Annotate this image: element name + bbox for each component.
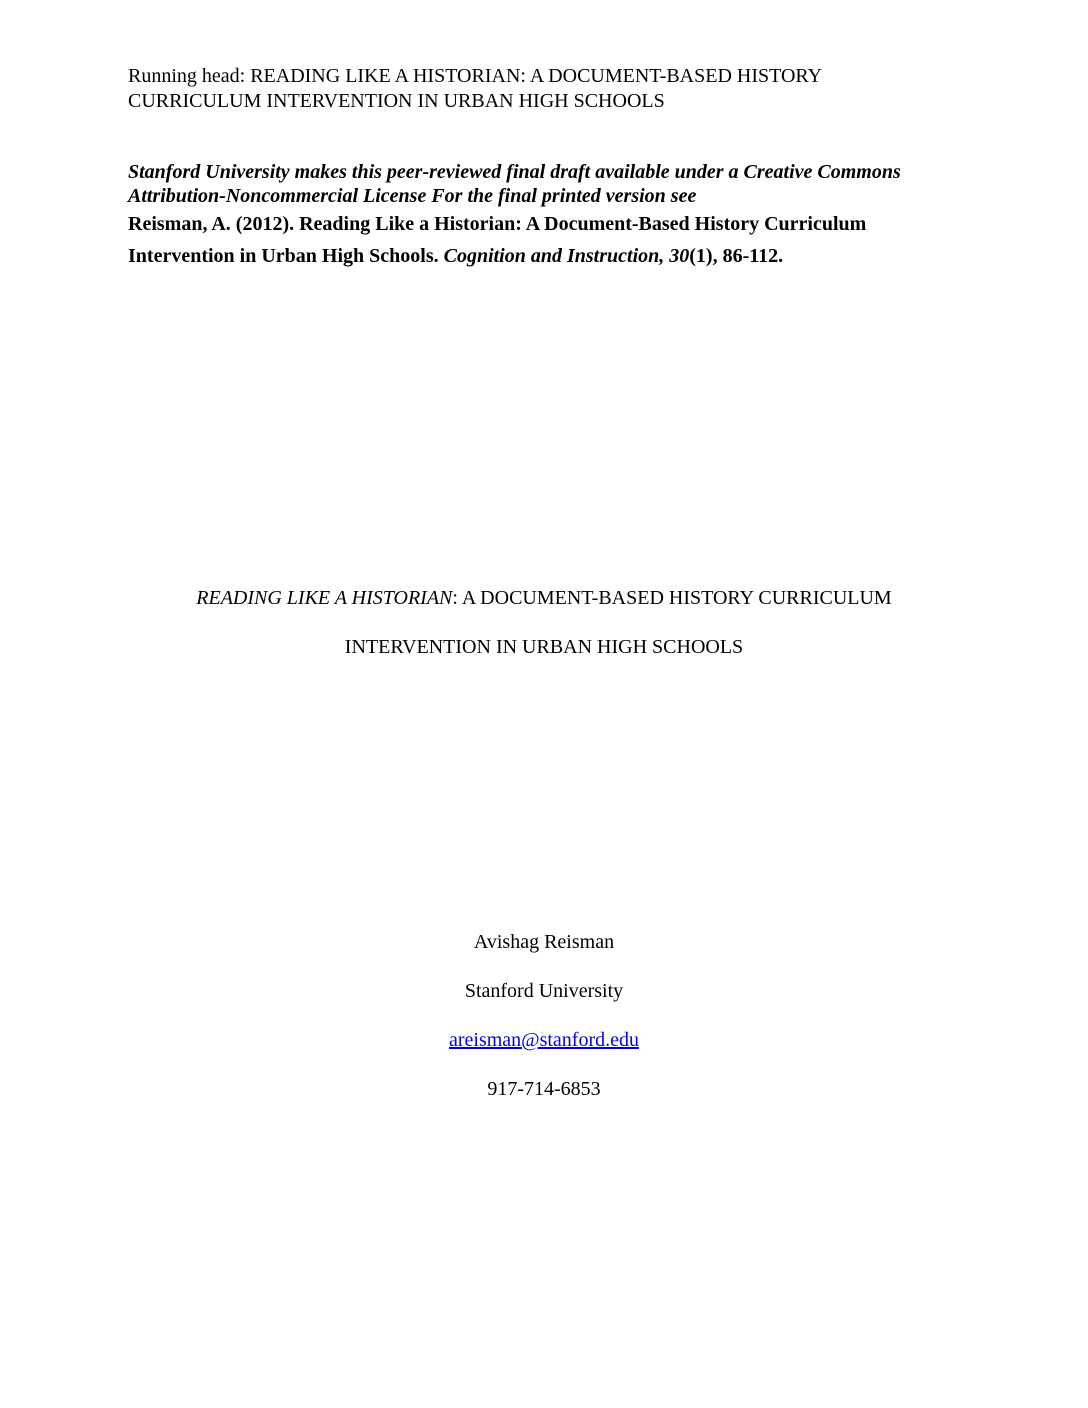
citation-line-2 xyxy=(128,240,988,272)
citation-line-1: Reisman, A. (2012). Reading Like a Historian: A Document-Based History Curriculum xyxy=(128,213,867,235)
author-info xyxy=(0,918,1088,1114)
license-line-1: Stanford University makes this peer-reviewed final draft available under a Creative Commons xyxy=(128,161,901,183)
author-affiliation: Stanford University xyxy=(464,980,624,1002)
author-phone: 917-714-6853 xyxy=(487,1078,601,1100)
author-email-line xyxy=(0,1016,1088,1065)
running-head-line-2: CURRICULUM INTERVENTION IN URBAN HIGH SCHOOLS xyxy=(128,90,665,112)
title-line-2: INTERVENTION IN URBAN HIGH SCHOOLS xyxy=(344,636,744,658)
author-name: Avishag Reisman xyxy=(473,931,615,953)
citation-article-end: Intervention in Urban High Schools. xyxy=(128,245,444,267)
citation xyxy=(128,208,988,272)
author-email-link[interactable]: areisman@stanford.edu xyxy=(448,1029,640,1051)
title-italic-part: READING LIKE A HISTORIAN xyxy=(196,587,453,609)
citation-journal: Cognition and Instruction, xyxy=(443,245,665,267)
title-line-1 xyxy=(0,574,1088,623)
citation-issue-pages: (1), 86-112. xyxy=(689,245,784,267)
running-head-line-1: Running head: READING LIKE A HISTORIAN: A DOCUMENT-BASED HISTORY xyxy=(128,65,823,87)
license-line-2: Attribution-Noncommercial License For the final printed version see xyxy=(128,185,697,207)
title-line-1-rest: : A DOCUMENT-BASED HISTORY CURRICULUM xyxy=(452,587,892,609)
license-notice xyxy=(128,160,988,208)
citation-volume: 30 xyxy=(669,245,690,267)
running-head xyxy=(128,64,968,114)
paper-title xyxy=(0,574,1088,672)
